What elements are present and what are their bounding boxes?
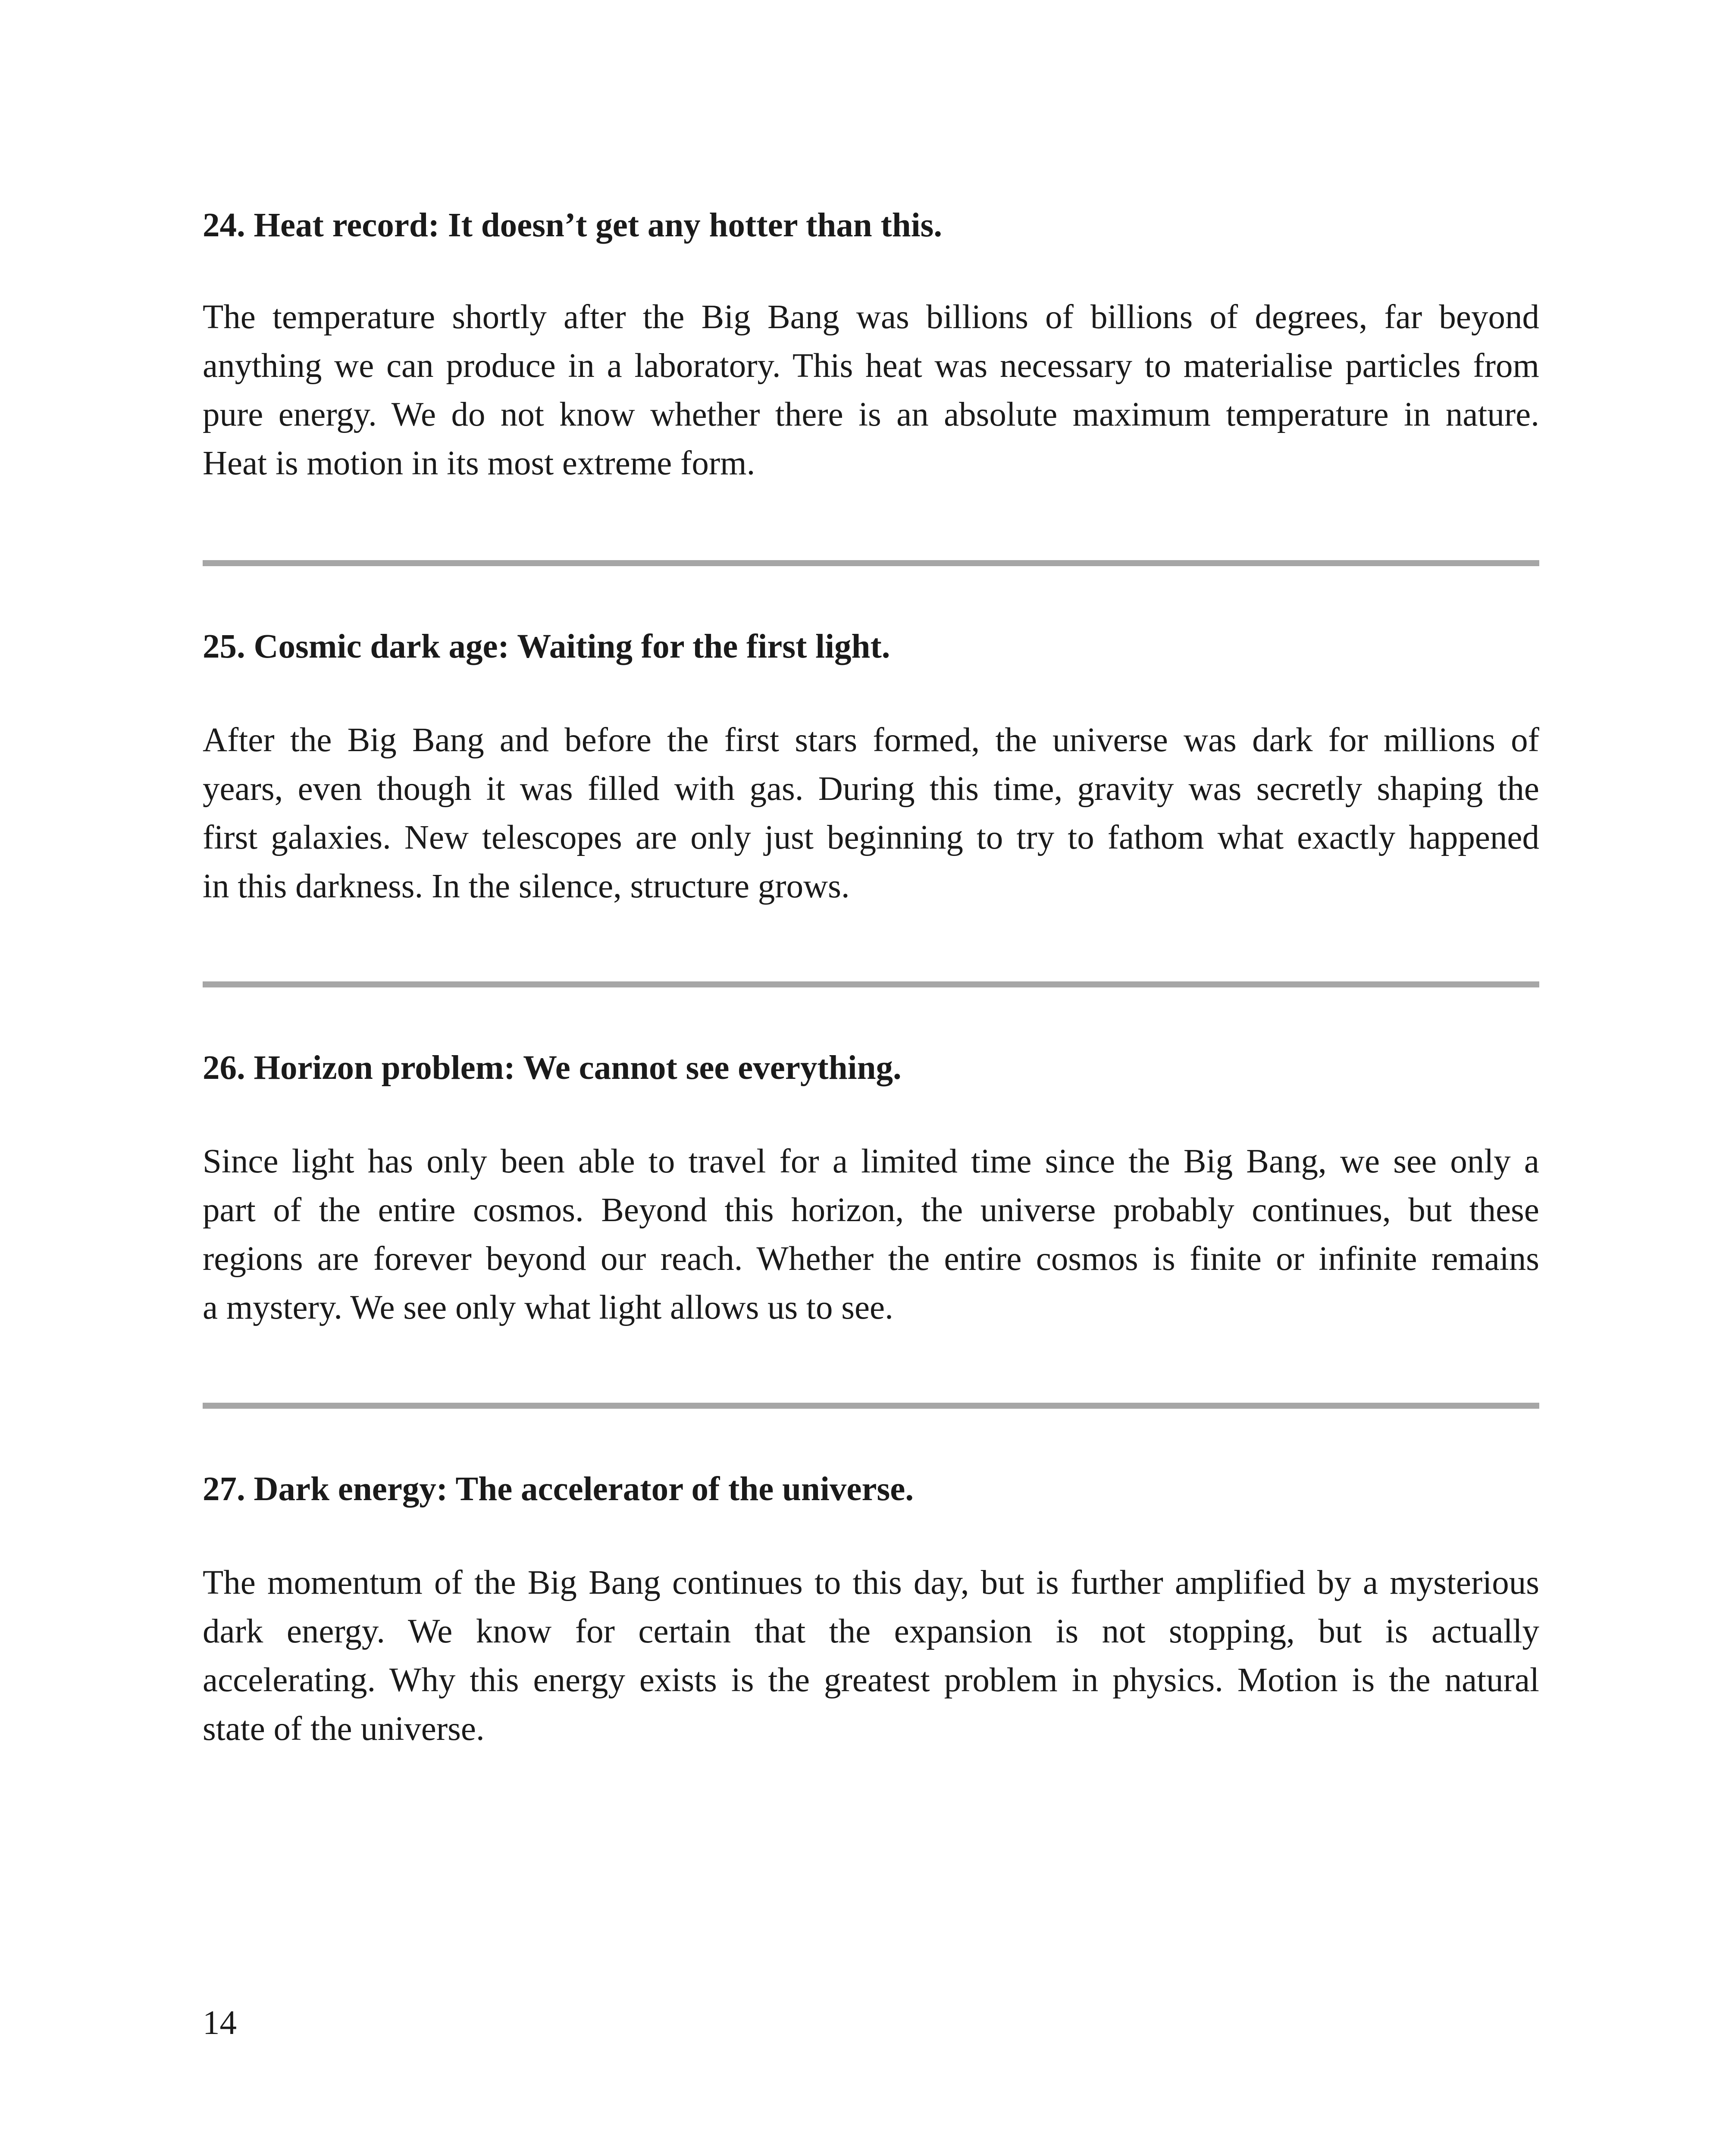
- section-27: [203, 1468, 1539, 1748]
- section-body: [203, 1137, 1539, 1332]
- section-body: [203, 716, 1539, 911]
- body-line: anything we can produce in a laboratory. This heat was necessary to materialise particles from: [203, 347, 1539, 385]
- section-divider: [203, 560, 1539, 566]
- body-line: The temperature shortly after the Big Bang was billions of billions of degrees, far beyond: [203, 298, 1539, 336]
- section-divider: [203, 981, 1539, 987]
- body-line: regions are forever beyond our reach. Whether the entire cosmos is finite or infinite remains: [203, 1240, 1539, 1278]
- section-divider: [203, 1403, 1539, 1409]
- section-body: [203, 1558, 1539, 1753]
- page-number: 14: [203, 2004, 237, 2042]
- section-heading: 27. Dark energy: The accelerator of the universe.: [203, 1470, 914, 1508]
- section-26: [203, 1047, 1539, 1326]
- body-line: years, even though it was filled with gas. During this time, gravity was secretly shaping the: [203, 770, 1539, 808]
- section-heading: 25. Cosmic dark age: Waiting for the first light.: [203, 628, 890, 665]
- section-24: [203, 204, 1539, 482]
- body-line: in this darkness. In the silence, structure grows.: [203, 868, 850, 905]
- section-heading: 24. Heat record: It doesn’t get any hotter than this.: [203, 207, 943, 244]
- body-line: state of the universe.: [203, 1710, 485, 1748]
- body-line: After the Big Bang and before the first stars formed, the universe was dark for millions of: [203, 721, 1539, 759]
- body-line: The momentum of the Big Bang continues to this day, but is further amplified by a mysterious: [203, 1564, 1539, 1601]
- body-line: dark energy. We know for certain that the expansion is not stopping, but is actually: [203, 1613, 1539, 1650]
- section-heading: 26. Horizon problem: We cannot see everything.: [203, 1049, 902, 1087]
- body-line: accelerating. Why this energy exists is the greatest problem in physics. Motion is the natural: [203, 1661, 1539, 1699]
- body-line: Since light has only been able to travel for a limited time since the Big Bang, we see only a: [203, 1143, 1539, 1180]
- body-line: Heat is motion in its most extreme form.: [203, 445, 755, 482]
- body-line: first galaxies. New telescopes are only just beginning to try to fathom what exactly happened: [203, 819, 1539, 856]
- section-body: [203, 293, 1539, 488]
- body-line: part of the entire cosmos. Beyond this horizon, the universe probably continues, but these: [203, 1191, 1539, 1229]
- body-line: pure energy. We do not know whether there is an absolute maximum temperature in nature.: [203, 396, 1539, 433]
- body-line: a mystery. We see only what light allows us to see.: [203, 1289, 893, 1326]
- section-25: [203, 625, 1539, 905]
